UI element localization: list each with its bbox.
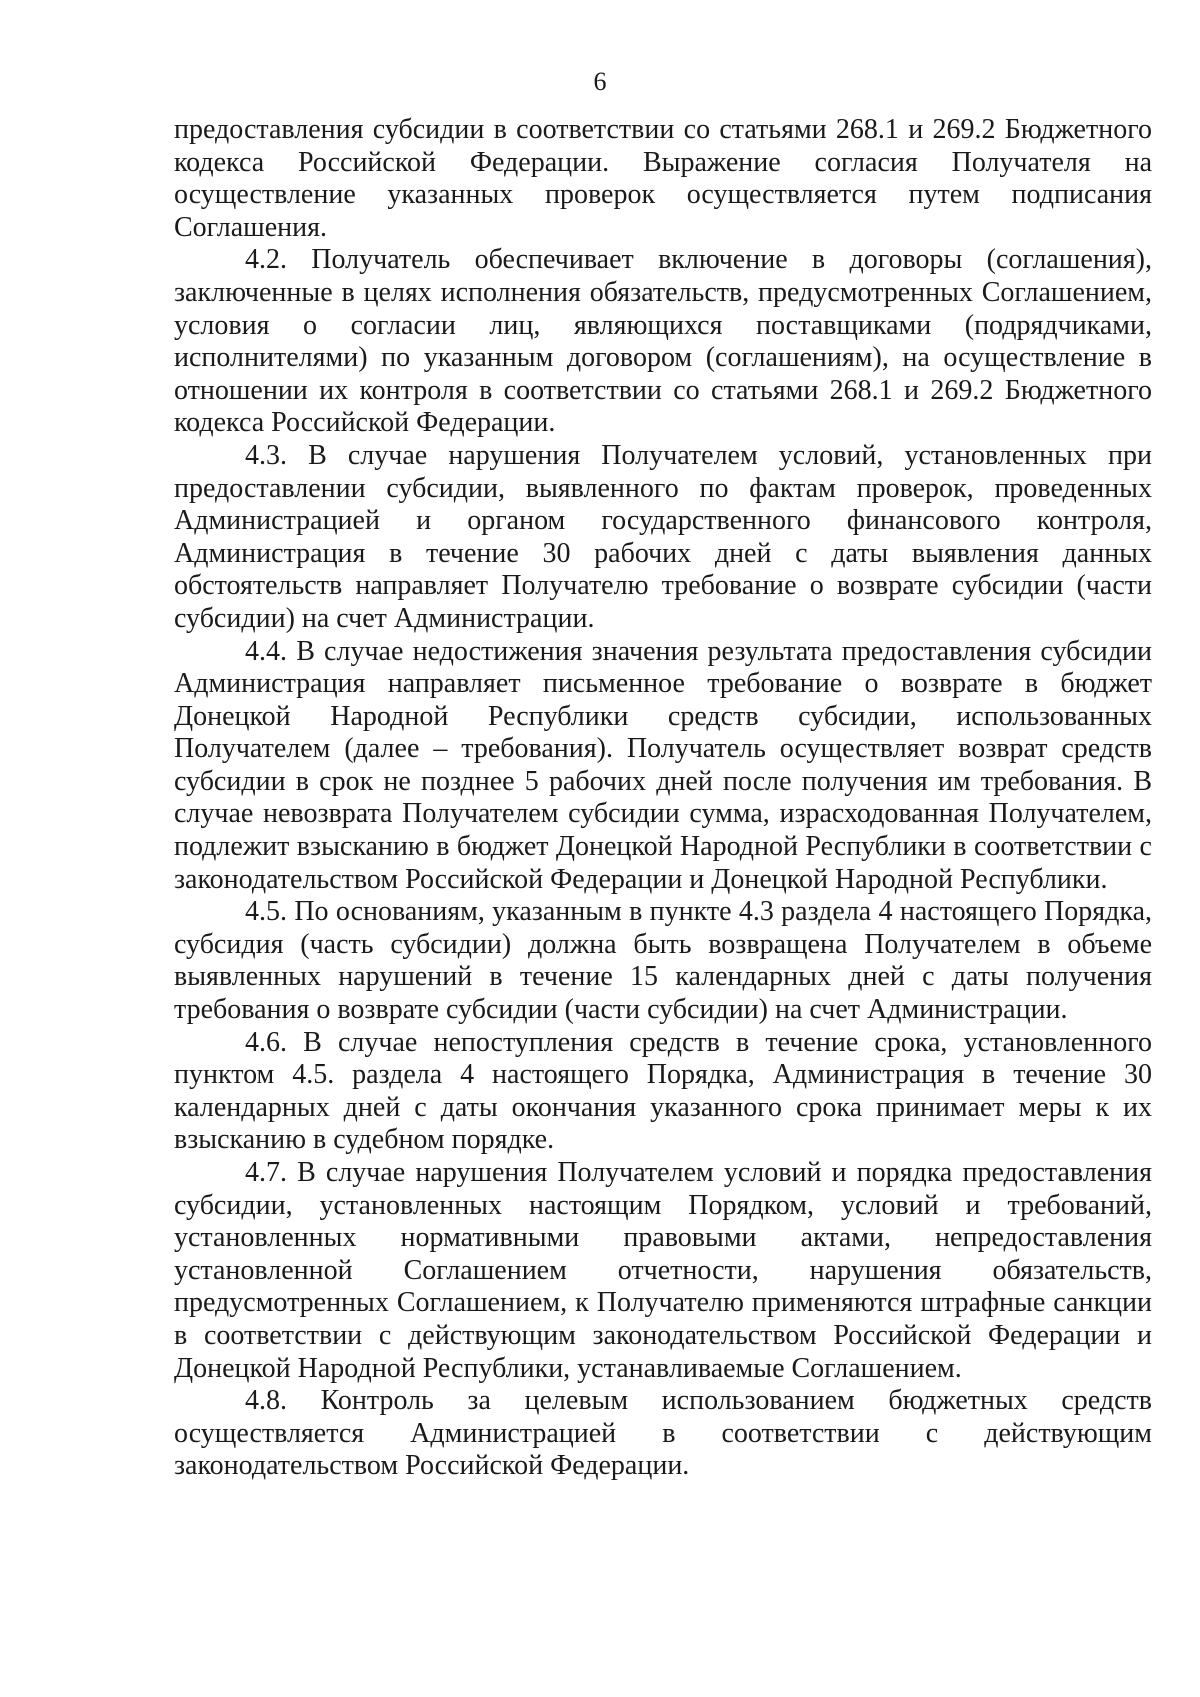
paragraph-4-5: 4.5. По основаниям, указанным в пункте 4.3 раздела 4 настоящего Порядка, субсидия (часть субсидии) должна быть возвращена Получателем в объеме выявленных нарушений в течение 15 календарных дней с даты получения требования о возврате субсидии (части субсидии) на счет Администрации.	[174, 896, 1152, 1026]
page-number: 6	[593, 67, 607, 96]
paragraph-4-4: 4.4. В случае недостижения значения результата предоставления субсидии Администрация направляет письменное требование о возврате в бюджет Донецкой Народной Республики средств субсидии, использованных Получателем (далее – требования). Получатель осуществляет возврат средств субсидии в срок не позднее 5 рабочих дней после получения им требования. В случае невозврата Получателем субсидии сумма, израсходованная Получателем, подлежит взысканию в бюджет Донецкой Народной Республики в соответствии с законодательством Российской Федерации и Донецкой Народной Республики.	[174, 635, 1152, 895]
paragraph-4-3: 4.3. В случае нарушения Получателем условий, установленных при предоставлении субсидии, выявленного по фактам проверок, проведенных Администрацией и органом государственного финансового контроля, Администрация в течение 30 рабочих дней с даты выявления данных обстоятельств направляет Получателю требование о возврате субсидии (части субсидии) на счет Администрации.	[174, 439, 1152, 634]
document-body	[174, 114, 1152, 1483]
paragraph-4-6: 4.6. В случае непоступления средств в течение срока, установленного пунктом 4.5. раздела 4 настоящего Порядка, Администрация в течение 30 календарных дней с даты окончания указанного срока принимает меры к их взысканию в судебном порядке.	[174, 1026, 1152, 1156]
paragraph-4-2: 4.2. Получатель обеспечивает включение в договоры (соглашения), заключенные в целях исполнения обязательств, предусмотренных Соглашением, условия о согласии лиц, являющихся поставщиками (подрядчиками, исполнителями) по указанным договором (соглашениям), на осуществление в отношении их контроля в соответствии со статьями 268.1 и 269.2 Бюджетного кодекса Российской Федерации.	[174, 244, 1152, 439]
paragraph-continuation: предоставления субсидии в соответствии со статьями 268.1 и 269.2 Бюджетного кодекса Российской Федерации. Выражение согласия Получателя на осуществление указанных проверок осуществляется путем подписания Соглашения.	[174, 114, 1152, 243]
paragraph-4-8: 4.8. Контроль за целевым использованием бюджетных средств осуществляется Администрацией в соответствии с действующим законодательством Российской Федерации.	[174, 1385, 1152, 1482]
paragraph-4-7: 4.7. В случае нарушения Получателем условий и порядка предоставления субсидии, установленных настоящим Порядком, условий и требований, установленных нормативными правовыми актами, непредоставления установленной Соглашением отчетности, нарушения обязательств, предусмотренных Соглашением, к Получателю применяются штрафные санкции в соответствии с действующим законодательством Российской Федерации и Донецкой Народной Республики, устанавливаемые Соглашением.	[174, 1157, 1152, 1384]
